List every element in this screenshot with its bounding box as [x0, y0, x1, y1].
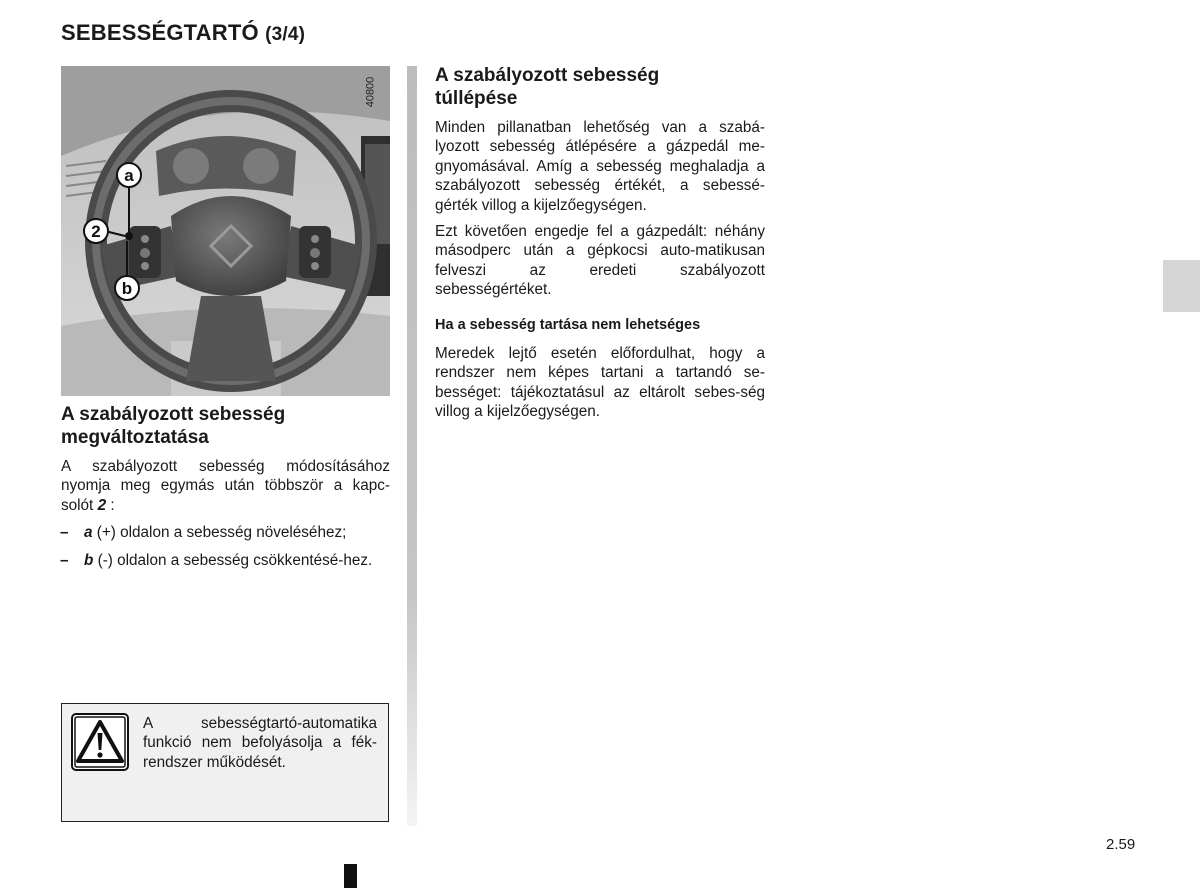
right-section-title-line-2: túllépése — [435, 88, 518, 109]
right-subheading: Ha a sebesség tartása nem lehetséges — [435, 317, 701, 333]
figure-code-text: 40800 — [364, 76, 377, 108]
page-title-part: (3/4) — [265, 24, 306, 45]
chapter-thumb-tab — [1163, 260, 1200, 312]
list-item-b — [60, 551, 390, 570]
steering-wheel-figure — [61, 66, 390, 396]
list-item-b-letter: b — [84, 552, 94, 569]
left-intro-colon: : — [106, 496, 115, 514]
right-section-title-line-1: A szabályozott sebesség — [435, 65, 660, 86]
right-section-title — [435, 64, 659, 110]
callout-b-label: b — [121, 279, 133, 298]
list-item-a-letter: a — [84, 524, 93, 541]
left-section-title — [61, 403, 285, 449]
warning-box — [61, 703, 389, 822]
list-item-b-text: (-) oldalon a sebesség csökkentésé-hez. — [93, 552, 373, 569]
list-dash: – — [60, 524, 69, 541]
switch-reference: 2 — [97, 496, 107, 514]
list-item-a — [60, 523, 390, 542]
left-section-title-line-1: A szabályozott sebesség — [61, 404, 286, 425]
right-paragraph-3: Meredek lejtő esetén előfordulhat, hogy a rendszer nem képes tartani a tartandó se-bességet: tájékoztatásul az eltárolt sebes-ség villog a kijelzőegységen. — [435, 345, 765, 421]
callout-a-label: a — [124, 166, 134, 185]
left-section-title-line-2: megváltoztatása — [61, 427, 209, 448]
page-title — [61, 20, 305, 46]
list-item-a-text: (+) oldalon a sebesség növeléséhez; — [92, 524, 347, 541]
warning-text: A sebességtartó-automatika funkció nem befolyásolja a fék-rendszer működését. — [143, 715, 377, 771]
warning-triangle-icon — [71, 713, 129, 771]
steering-wheel-illustration — [61, 66, 390, 396]
right-paragraph-2: Ezt követően engedje fel a gázpedált: néhány másodperc után a gépkocsi auto-matikusan felveszi az eredeti szabályozott sebességértéket. — [435, 223, 765, 299]
column-separator — [407, 66, 417, 826]
right-paragraph-1: Minden pillanatban lehetőség van a szabá-lyozott sebesség átlépésére a gázpedál me-gnyomásával. Amíg a sebesség meghaladja a szabályozott sebesség értékét, a sebessé-gérték villog a kijelzőegységen. — [435, 119, 765, 214]
left-intro-line-1: A szabályozott sebesség módosításához nyomja meg egymás után többször a kapc- — [61, 458, 390, 495]
left-intro-line-2: solót — [61, 496, 98, 514]
page-number: 2.59 — [1106, 836, 1136, 853]
figure-code — [364, 72, 385, 114]
page-title-text: SEBESSÉGTARTÓ — [61, 20, 259, 45]
list-dash: – — [60, 552, 69, 569]
bottom-marker — [344, 864, 357, 888]
left-intro-paragraph — [61, 457, 390, 515]
callout-2-label: 2 — [91, 222, 101, 241]
